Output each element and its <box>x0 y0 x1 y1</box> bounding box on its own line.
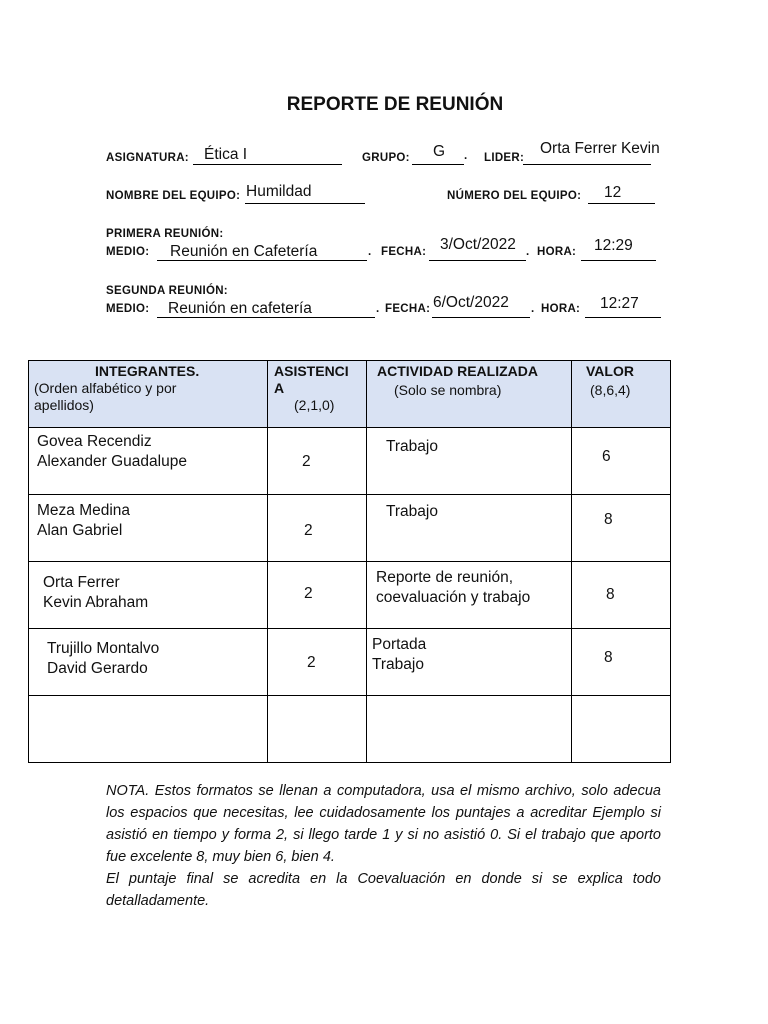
fecha-underline-2 <box>432 317 530 318</box>
member-name-cell[interactable]: Govea Recendiz Alexander Guadalupe <box>29 428 268 495</box>
table-header-row <box>29 361 671 428</box>
member-name-cell[interactable]: Trujillo Montalvo David Gerardo <box>29 629 268 696</box>
grupo-underline <box>412 164 464 165</box>
valor-cell[interactable] <box>572 696 671 763</box>
numero-label: NÚMERO DEL EQUIPO: <box>447 190 582 202</box>
member-name-cell[interactable] <box>29 696 268 763</box>
medio-underline-2 <box>157 317 375 318</box>
medio-field-1[interactable]: Reunión en Cafetería <box>170 243 318 260</box>
nota-block <box>106 780 661 912</box>
header-valor: VALOR (8,6,4) <box>572 361 671 428</box>
grupo-field[interactable]: G <box>433 143 446 160</box>
fecha-label-1: FECHA: <box>381 246 427 258</box>
numero-underline <box>588 203 655 204</box>
asistencia-cell[interactable]: 2 <box>268 629 367 696</box>
actividad-cell[interactable]: Trabajo <box>367 428 572 495</box>
table-row-empty <box>29 696 671 763</box>
fecha-field-2[interactable]: 6/Oct/2022 <box>433 294 509 311</box>
medio-label-1: MEDIO: <box>106 246 150 258</box>
nota-paragraph-final: El puntaje final se acredita en la Coevaluación en donde si se explica todo detalladamente. <box>106 871 661 909</box>
valor-cell[interactable]: 8 <box>572 629 671 696</box>
actividad-cell[interactable]: Trabajo <box>367 495 572 562</box>
asistencia-cell[interactable]: 2 <box>268 428 367 495</box>
asignatura-field[interactable]: Ética I <box>204 146 248 163</box>
hora-field-1[interactable]: 12:29 <box>594 237 633 254</box>
medio-label-2: MEDIO: <box>106 303 150 315</box>
lider-label: LIDER: <box>484 152 525 164</box>
lider-underline <box>523 164 651 165</box>
hora-underline-1 <box>581 260 656 261</box>
fecha-field-1[interactable]: 3/Oct/2022 <box>440 236 516 253</box>
numero-field[interactable]: 12 <box>604 184 622 201</box>
asistencia-cell[interactable]: 2 <box>268 495 367 562</box>
fecha-label-2: FECHA: <box>385 303 431 315</box>
table-row <box>29 629 671 696</box>
table-row <box>29 428 671 495</box>
valor-cell[interactable]: 6 <box>572 428 671 495</box>
segunda-reunion-heading: SEGUNDA REUNIÓN: <box>106 285 228 297</box>
equipo-field[interactable]: Humildad <box>246 183 312 200</box>
members-table <box>28 360 671 763</box>
actividad-cell[interactable] <box>367 696 572 763</box>
hora-label-2: HORA: <box>541 303 581 315</box>
medio-underline-1 <box>157 260 367 261</box>
page-title: REPORTE DE REUNIÓN <box>286 94 504 115</box>
actividad-cell[interactable]: Reporte de reunión, coevaluación y trabajo <box>367 562 572 629</box>
fecha-underline-1 <box>429 260 526 261</box>
nota-paragraph: NOTA. Estos formatos se llenan a computadora, usa el mismo archivo, solo adecua los espacios que necesitas, lee cuidadosamente los puntajes a acreditar Ejemplo si asistió en tiempo y forma 2, si llego tarde 1 y si no asistió 0. Si el trabajo que aporto fue excelente 8, muy bien 6, bien 4. <box>106 783 661 865</box>
grupo-label: GRUPO: <box>362 152 410 164</box>
valor-cell[interactable]: 8 <box>572 562 671 629</box>
asistencia-cell[interactable]: 2 <box>268 562 367 629</box>
header-integrantes: INTEGRANTES. (Orden alfabético y por apellidos) <box>29 361 268 428</box>
hora-label-1: HORA: <box>537 246 577 258</box>
member-name-cell[interactable]: Orta Ferrer Kevin Abraham <box>29 562 268 629</box>
asistencia-cell[interactable] <box>268 696 367 763</box>
primera-reunion-heading: PRIMERA REUNIÓN: <box>106 228 224 240</box>
asignatura-underline <box>193 164 342 165</box>
hora-field-2[interactable]: 12:27 <box>600 295 639 312</box>
header-actividad: ACTIVIDAD REALIZADA (Solo se nombra) <box>367 361 572 428</box>
header-asistencia: ASISTENCI A (2,1,0) <box>268 361 367 428</box>
valor-cell[interactable]: 8 <box>572 495 671 562</box>
medio-field-2[interactable]: Reunión en cafetería <box>168 300 312 317</box>
equipo-label: NOMBRE DEL EQUIPO: <box>106 190 241 202</box>
lider-field[interactable]: Orta Ferrer Kevin <box>540 140 660 157</box>
grupo-suffix: . <box>464 150 468 162</box>
table-row <box>29 562 671 629</box>
equipo-underline <box>245 203 365 204</box>
hora-underline-2 <box>585 317 661 318</box>
table-row <box>29 495 671 562</box>
asignatura-label: ASIGNATURA: <box>106 152 189 164</box>
member-name-cell[interactable]: Meza Medina Alan Gabriel <box>29 495 268 562</box>
actividad-cell[interactable]: Portada Trabajo <box>367 629 572 696</box>
